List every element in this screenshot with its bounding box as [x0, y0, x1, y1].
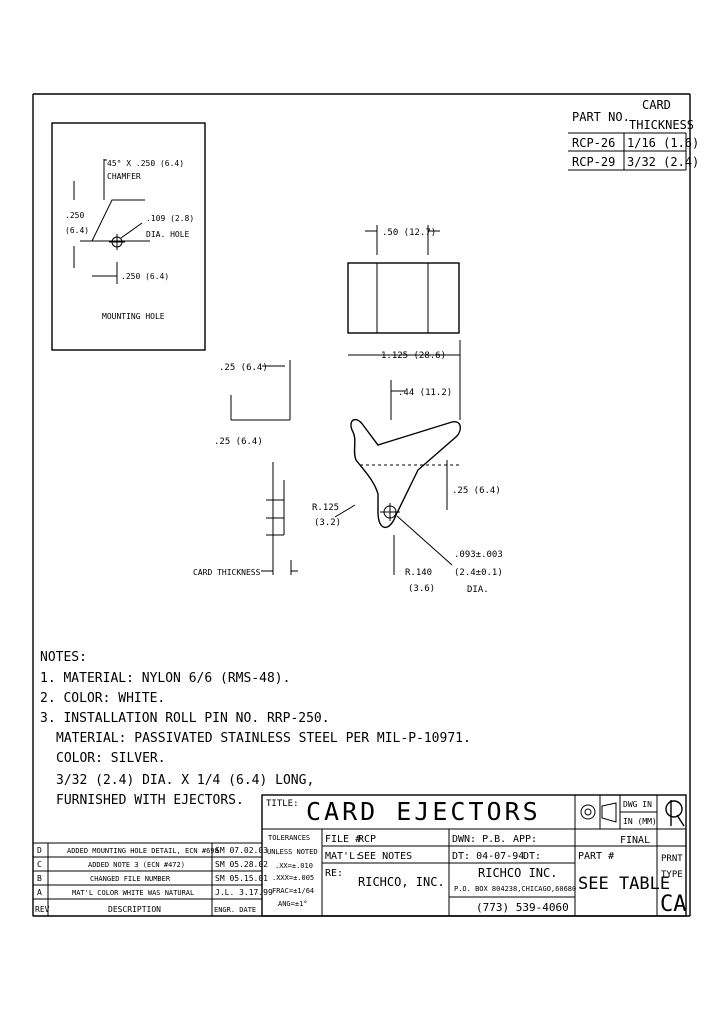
radius-lower-1: R.140	[405, 568, 433, 578]
note-line-4: MATERIAL: PASSIVATED STAINLESS STEEL PER MIL-P-10971.	[56, 731, 471, 746]
rev-row-1-engr: SM 07.02.03	[215, 846, 268, 855]
part-number-label: PART #	[578, 851, 615, 862]
rev-header-engr: ENGR. DATE	[214, 906, 257, 914]
richco-logo	[666, 800, 684, 826]
parts-header-part: PART NO.	[572, 110, 630, 124]
projection-symbol	[581, 805, 595, 819]
tolerance-4: ANG=±1°	[278, 900, 308, 908]
part-number-value: SEE TABLE	[578, 874, 671, 894]
hole-dia-line-1: .109 (2.8)	[146, 214, 195, 223]
re-value: RICHCO, INC.	[358, 875, 445, 889]
rev-row-2-desc: ADDED NOTE 3 (ECN #472)	[88, 861, 185, 869]
chamfer-height-2: (6.4)	[65, 226, 90, 235]
parts-header-card-2: THICKNESS	[629, 118, 695, 132]
file-label: FILE #	[325, 834, 362, 845]
dwn-field: DWN: P.B.	[452, 834, 507, 845]
company-phone: (773) 539-4060	[476, 901, 569, 914]
pivot-offset-dim: .44 (11.2)	[398, 388, 453, 398]
radius-upper-2: (3.2)	[314, 518, 342, 528]
note-line-5: COLOR: SILVER.	[56, 751, 166, 766]
note-line-7: FURNISHED WITH EJECTORS.	[56, 793, 244, 808]
file-value: RCP	[358, 834, 377, 845]
rev-row-2-engr: SM 05.28.02	[215, 860, 268, 869]
chamfer-dim-line-2: CHAMFER	[107, 172, 141, 181]
radius-upper-1: R.125	[312, 503, 340, 513]
notes-heading: NOTES:	[40, 650, 87, 665]
print-type-value: CA	[660, 892, 687, 917]
mounting-hole-detail	[52, 123, 205, 350]
company-name: RICHCO INC.	[478, 866, 558, 880]
chamfer-dim-line-1: 45° X .250 (6.4)	[107, 159, 185, 168]
final-label: FINAL	[620, 835, 651, 846]
pivot-hole-dim-2: (2.4±0.1)	[454, 568, 503, 578]
rev-row-4-rev: A	[37, 888, 42, 897]
radius-lower-2: (3.6)	[408, 584, 436, 594]
notes	[40, 650, 471, 808]
pivot-hole-dim-3: DIA.	[467, 585, 489, 595]
print-type-1: PRNT	[661, 854, 683, 864]
top-view	[348, 225, 459, 333]
part-row-1-part: RCP-26	[572, 136, 616, 150]
pivot-hole-dim-1: .093±.003	[454, 550, 503, 560]
tolerance-2: .XXX=±.005	[272, 874, 315, 882]
note-line-2: 2. COLOR: WHITE.	[40, 691, 166, 706]
title-label: TITLE:	[266, 799, 299, 809]
rev-row-2-rev: C	[37, 860, 42, 869]
title-block	[262, 795, 687, 917]
re-label: RE:	[325, 868, 344, 879]
dwg-in-1: DWG IN	[623, 800, 652, 809]
pivot-height-dim: .25 (6.4)	[452, 486, 501, 496]
matl-label: MAT'L:	[325, 851, 362, 862]
rev-row-3-engr: SM 05.15.01	[215, 874, 268, 883]
rev-row-3-desc: CHANGED FILE NUMBER	[90, 875, 171, 883]
rev-row-1-desc: ADDED MOUNTING HOLE DETAIL, ECN #698	[67, 847, 219, 855]
part-row-1-thickness: 1/16 (1.6)	[627, 136, 700, 150]
hole-dia-line-2: DIA. HOLE	[146, 230, 190, 239]
chamfer-height-1: .250	[65, 211, 85, 220]
drawing-title: CARD EJECTORS	[306, 797, 541, 826]
note-line-6: 3/32 (2.4) DIA. X 1/4 (6.4) LONG,	[56, 773, 315, 788]
tolerance-3: FRAC=±1/64	[272, 887, 315, 895]
top-width-dim: .50 (12.7)	[382, 228, 437, 238]
print-type-2: TYPE	[661, 870, 683, 880]
side-lower-dim: .25 (6.4)	[214, 437, 263, 447]
side-upper-dim: .25 (6.4)	[219, 363, 268, 373]
rev-header-rev: REV	[35, 905, 50, 914]
part-row-2-part: RCP-29	[572, 155, 616, 169]
rev-row-4-engr: J.L. 3.17.99	[215, 888, 273, 897]
parts-header-card-1: CARD	[642, 98, 671, 112]
part-row-2-thickness: 3/32 (2.4)	[627, 155, 700, 169]
rev-row-1-rev: D	[37, 846, 42, 855]
note-line-3: 3. INSTALLATION ROLL PIN NO. RRP-250.	[40, 711, 330, 726]
rev-row-4-desc: MAT'L COLOR WHITE WAS NATURAL	[72, 889, 195, 897]
note-line-1: 1. MATERIAL: NYLON 6/6 (RMS-48).	[40, 671, 291, 686]
overall-width-dim: 1.125 (28.6)	[381, 351, 447, 361]
date-field: DT: 04-07-94	[452, 851, 525, 862]
mounting-hole-caption: MOUNTING HOLE	[102, 312, 165, 321]
unless-noted-label: UNLESS NOTED	[267, 848, 318, 856]
side-view	[193, 360, 298, 577]
company-address: P.O. BOX 804238,CHICAGO,60680	[454, 885, 577, 893]
tolerances-label: TOLERANCES	[268, 834, 311, 842]
tolerance-1: .XX=±.010	[275, 862, 313, 870]
card-thickness-label: CARD THICKNESS	[193, 568, 261, 577]
parts-table	[568, 98, 699, 170]
hole-offset-dim: .250 (6.4)	[121, 272, 170, 281]
rev-header-desc: DESCRIPTION	[108, 905, 161, 914]
date-label-2: DT:	[523, 851, 542, 862]
matl-value: SEE NOTES	[358, 851, 413, 862]
rev-row-3-rev: B	[37, 874, 42, 883]
front-view	[312, 340, 503, 595]
revision-table	[33, 843, 273, 916]
dwg-in-2: IN (MM)	[623, 817, 657, 826]
app-field: APP:	[513, 834, 538, 845]
